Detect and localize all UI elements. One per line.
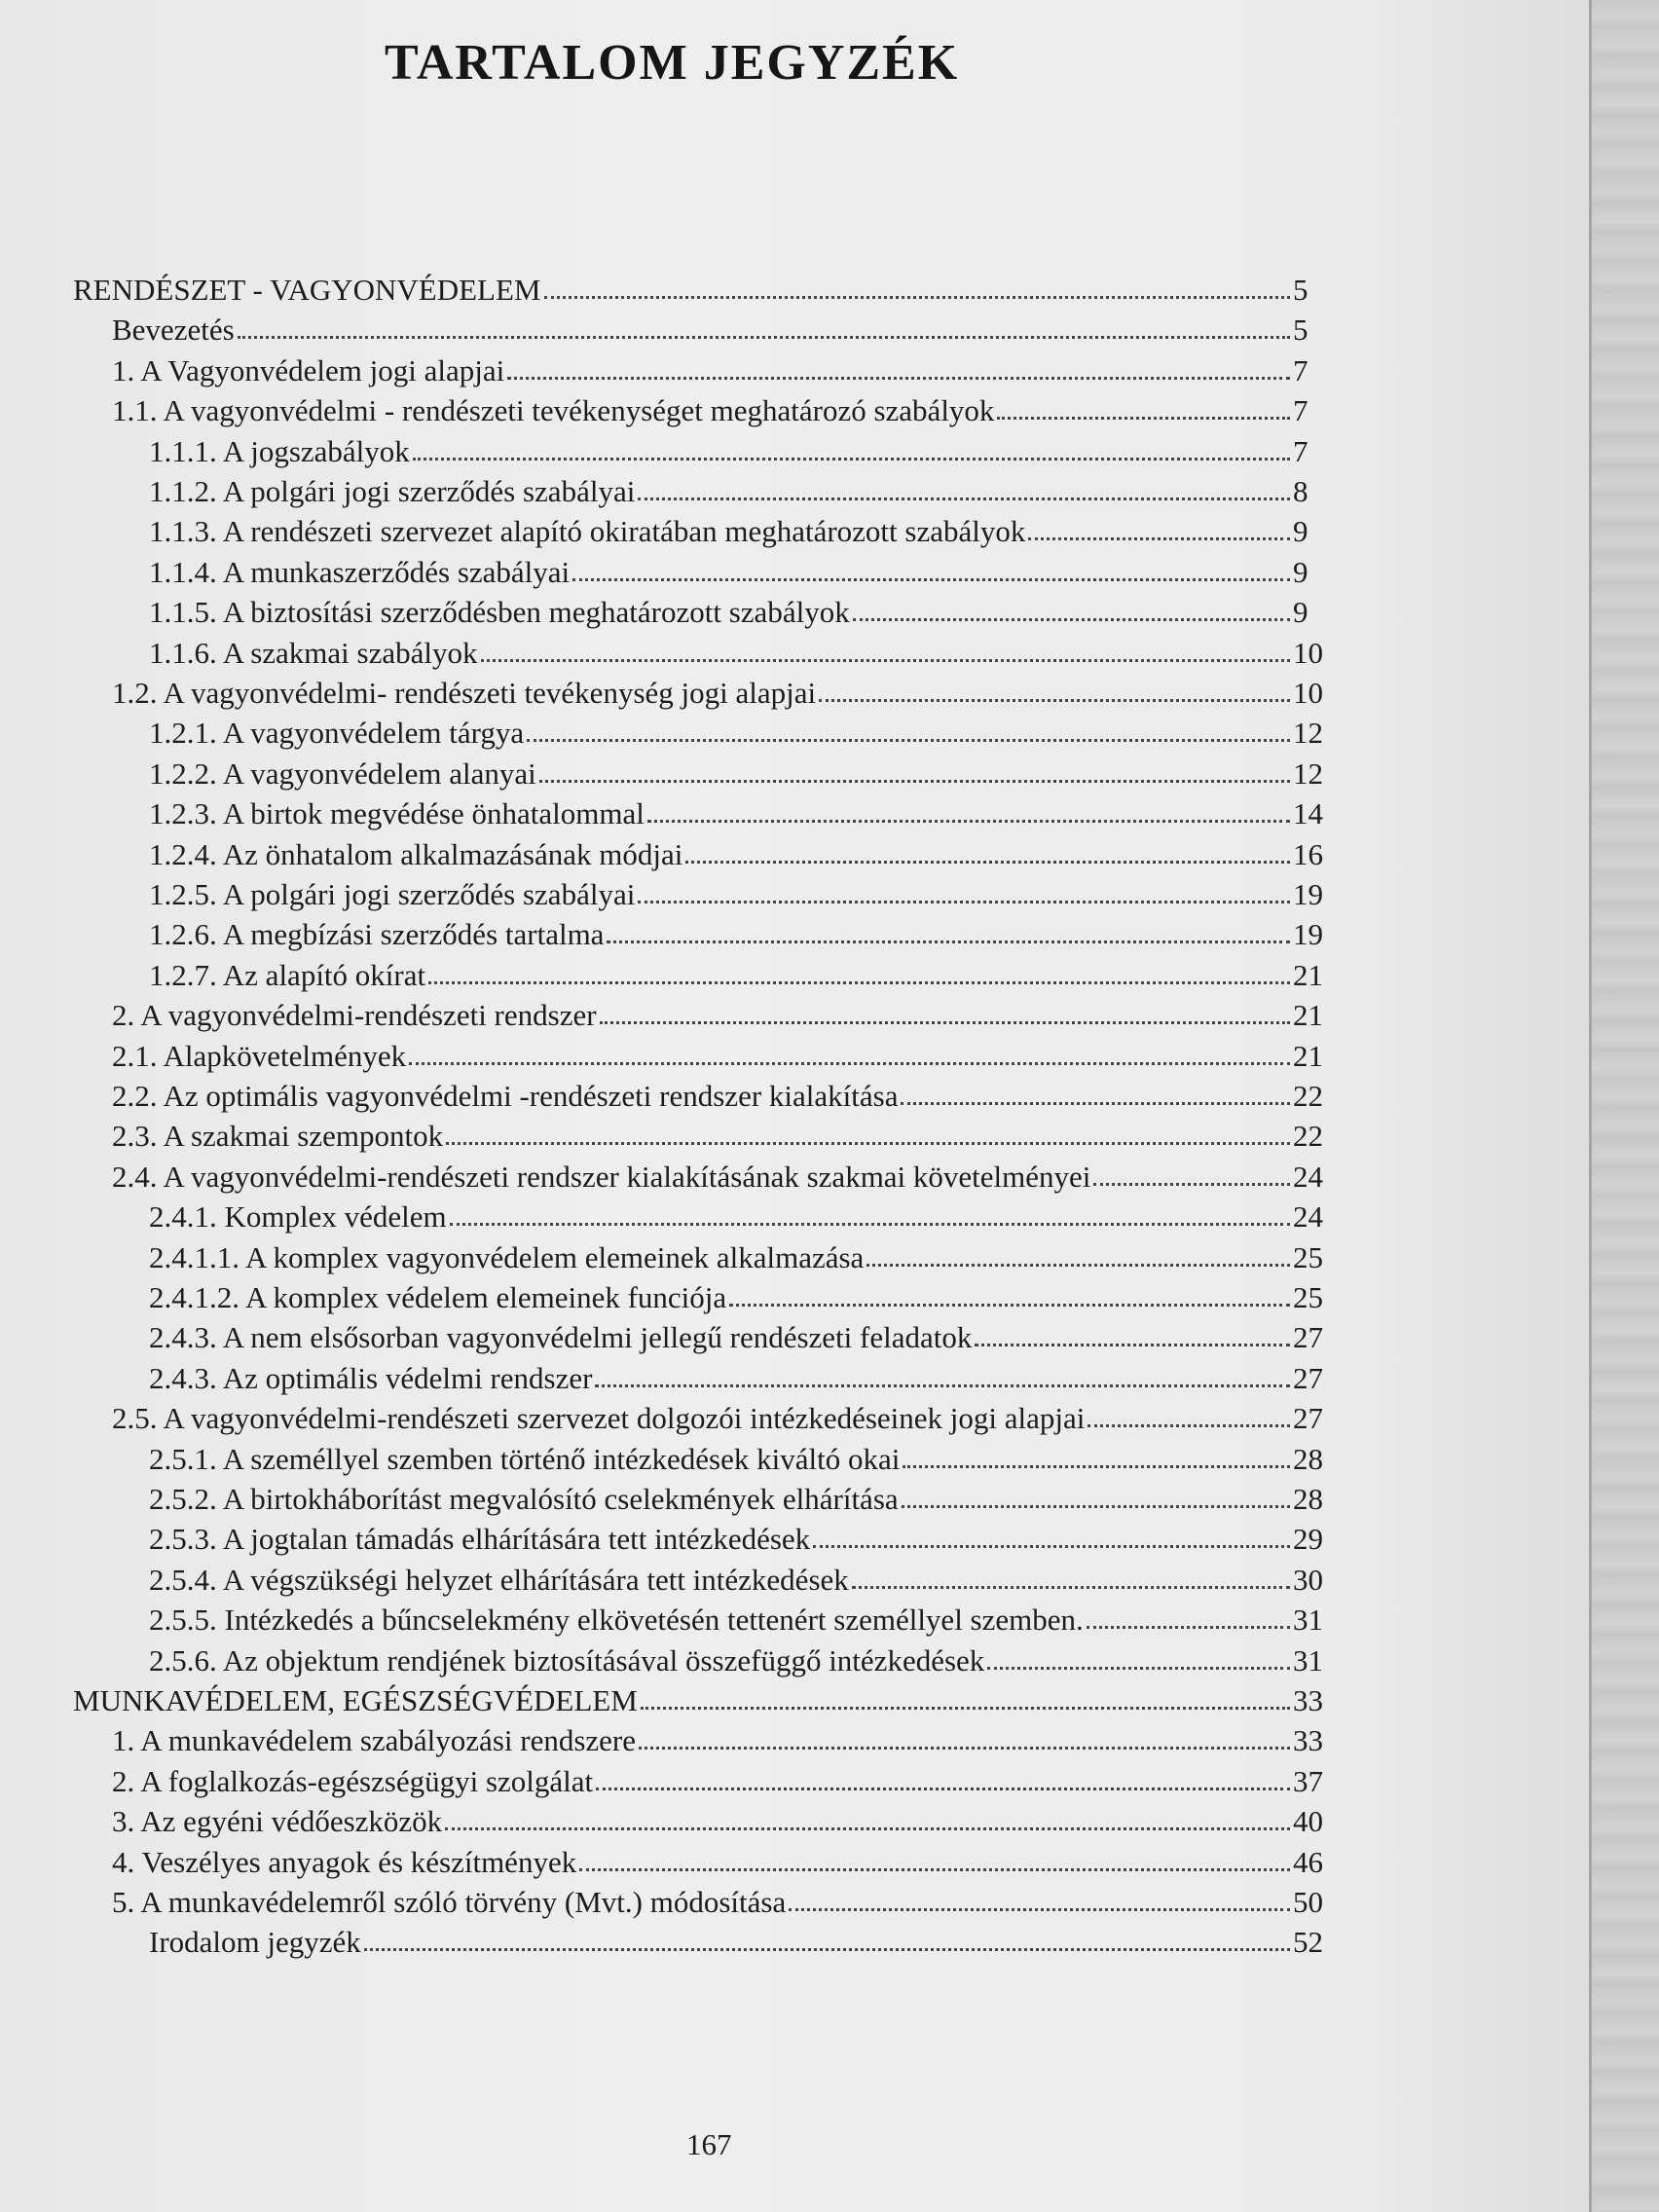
toc-entry-label: 2.4.1.2. A komplex védelem elemeinek funciója — [149, 1280, 727, 1314]
toc-dot-leader — [572, 578, 1290, 581]
toc-entry-page: 25 — [1293, 1280, 1323, 1314]
toc-entry-label: 1.2.2. A vagyonvédelem alanyai — [149, 756, 536, 791]
toc-entry-page: 50 — [1293, 1885, 1323, 1919]
toc-entry-label: MUNKAVÉDELEM, EGÉSZSÉGVÉDELEM — [73, 1683, 638, 1717]
toc-entry-page: 24 — [1293, 1199, 1323, 1235]
toc-entry — [112, 1034, 1334, 1074]
toc-entry — [112, 349, 1334, 388]
toc-entry — [149, 590, 1334, 630]
page-number: 167 — [686, 2127, 732, 2161]
toc-dot-leader — [596, 1788, 1290, 1790]
toc-entry — [149, 1437, 1334, 1477]
toc-dot-leader — [607, 940, 1290, 943]
toc-entry — [112, 1718, 1334, 1758]
toc-entry-page: 5 — [1293, 313, 1309, 348]
toc-dot-leader — [639, 1747, 1290, 1750]
toc-entry-label: 2.2. Az optimális vagyonvédelmi -rendészeti rendszer kialakítása — [112, 1079, 899, 1113]
toc-dot-leader — [903, 1465, 1290, 1468]
toc-entry — [149, 1195, 1334, 1235]
toc-entry-page: 10 — [1293, 676, 1323, 710]
toc-entry-label: 2.1. Alapkövetelmények — [112, 1038, 407, 1073]
toc-entry-label: 2.4. A vagyonvédelmi-rendészeti rendszer kialakításának szakmai követelményei — [112, 1159, 1091, 1194]
toc-entry-page: 8 — [1293, 474, 1309, 508]
toc-entry-label: 1.2.7. Az alapító okírat — [149, 957, 426, 992]
toc-entry — [149, 912, 1334, 952]
toc-dot-leader — [1093, 1183, 1290, 1186]
toc-entry-label: 1.2. A vagyonvédelmi- rendészeti tevékenység jogi alapjai — [112, 676, 817, 710]
toc-entry-label: 2.4.1. Komplex védelem — [149, 1199, 447, 1235]
toc-entry — [149, 631, 1334, 671]
toc-entry-label: 2.5.3. A jogtalan támadás elhárítására tett intézkedések — [149, 1522, 811, 1557]
adjacent-page-edge — [1589, 0, 1659, 2212]
toc-entry — [73, 268, 1334, 308]
toc-dot-leader — [813, 1545, 1290, 1548]
toc-entry-page: 21 — [1293, 998, 1323, 1033]
toc-entry-label: 1. A munkavédelem szabályozási rendszere — [112, 1723, 636, 1758]
toc-entry — [149, 1235, 1334, 1275]
toc-dot-leader — [1087, 1626, 1290, 1629]
toc-entry-label: 2.5.1. A személlyel szemben történő intézkedések kiváltó okai — [149, 1441, 901, 1476]
toc-entry-page: 14 — [1293, 796, 1323, 831]
toc-dot-leader — [595, 1384, 1290, 1387]
toc-entry-label: 3. Az egyéni védőeszközök — [112, 1804, 443, 1839]
toc-dot-leader — [364, 1948, 1290, 1951]
toc-dot-leader — [544, 296, 1291, 299]
toc-entry-label: RENDÉSZET - VAGYONVÉDELEM — [73, 273, 541, 307]
toc-entry — [112, 993, 1334, 1033]
toc-dot-leader — [641, 1707, 1290, 1710]
toc-entry-page: 10 — [1293, 635, 1323, 670]
toc-entry-label: 1.1.6. A szakmai szabályok — [149, 635, 478, 670]
toc-entry-label: Bevezetés — [112, 313, 235, 348]
toc-entry — [149, 792, 1334, 831]
toc-entry-page: 37 — [1293, 1763, 1323, 1798]
toc-dot-leader — [729, 1304, 1290, 1307]
toc-entry-label: 1.1.1. A jogszabályok — [149, 433, 410, 468]
toc-dot-leader — [902, 1505, 1290, 1508]
toc-entry — [149, 1356, 1334, 1396]
toc-dot-leader — [819, 699, 1290, 702]
toc-entry-label: 2.5.6. Az objektum rendjének biztosításával összefüggő intézkedések — [149, 1642, 985, 1677]
toc-entry-page: 31 — [1293, 1642, 1323, 1677]
toc-entry-page: 7 — [1293, 433, 1309, 468]
toc-entry-label: 1.2.1. A vagyonvédelem tárgya — [149, 716, 525, 751]
toc-entry-page: 28 — [1293, 1441, 1323, 1476]
toc-entry — [149, 832, 1334, 872]
toc-dot-leader — [789, 1908, 1290, 1911]
toc-dot-leader — [527, 739, 1290, 742]
toc-entry-label: 1.1.5. A biztosítási szerződésben meghatározott szabályok — [149, 595, 850, 630]
toc-entry — [149, 509, 1334, 549]
toc-entry-label: 1.1. A vagyonvédelmi - rendészeti tevékenységet meghatározó szabályok — [112, 393, 995, 428]
toc-entry-label: 1.2.5. A polgári jogi szerződés szabályai — [149, 877, 636, 911]
toc-entry-page: 19 — [1293, 917, 1323, 952]
toc-dot-leader — [413, 458, 1290, 461]
toc-entry-label: 2.5.4. A végszükségi helyzet elhárítására tett intézkedések — [149, 1562, 849, 1597]
toc-entry-label: 2.4.3. A nem elsősorban vagyonvédelmi jellegű rendészeti feladatok — [149, 1320, 973, 1355]
toc-entry — [149, 550, 1334, 590]
toc-entry-label: 1.2.6. A megbízási szerződés tartalma — [149, 917, 605, 952]
toc-entry — [149, 469, 1334, 509]
toc-dot-leader — [1028, 537, 1290, 540]
toc-entry-label: 1.2.4. Az önhatalom alkalmazásának módjai — [149, 836, 683, 871]
toc-dot-leader — [600, 1021, 1290, 1024]
toc-entry — [149, 711, 1334, 751]
toc-dot-leader — [428, 981, 1290, 984]
toc-entry — [112, 388, 1334, 428]
toc-entry-page: 5 — [1293, 273, 1309, 307]
toc-entry-page: 22 — [1293, 1119, 1323, 1154]
toc-dot-leader — [647, 820, 1290, 823]
page-title: TARTALOM JEGYZÉK — [385, 35, 960, 91]
toc-entry-page: 40 — [1293, 1804, 1323, 1839]
toc-entry-page: 24 — [1293, 1159, 1323, 1194]
toc-entry — [149, 1639, 1334, 1678]
toc-entry-label: 2. A foglalkozás-egészségügyi szolgálat — [112, 1763, 594, 1798]
toc-dot-leader — [866, 1264, 1290, 1267]
toc-entry-page: 29 — [1293, 1522, 1323, 1557]
toc-entry-page: 7 — [1293, 393, 1309, 428]
toc-entry-page: 9 — [1293, 514, 1309, 549]
toc-entry-page: 27 — [1293, 1320, 1323, 1355]
toc-entry — [149, 752, 1334, 792]
toc-dot-leader — [409, 1062, 1290, 1065]
toc-entry-label: 2.5. A vagyonvédelmi-rendészeti szervezet dolgozói intézkedéseinek jogi alapjai — [112, 1401, 1086, 1436]
toc-entry-page: 7 — [1293, 352, 1309, 387]
toc-entry-label: 1.1.3. A rendészeti szervezet alapító okiratában meghatározott szabályok — [149, 514, 1026, 549]
toc-entry — [149, 1315, 1334, 1355]
toc-entry-label: 1.1.2. A polgári jogi szerződés szabályai — [149, 474, 636, 508]
toc-entry — [112, 671, 1334, 711]
toc-entry-label: 4. Veszélyes anyagok és készítmények — [112, 1844, 577, 1879]
toc-entry — [149, 429, 1334, 469]
toc-entry-page: 21 — [1293, 957, 1323, 992]
toc-dot-leader — [1088, 1424, 1290, 1427]
toc-entry-label: 1.1.4. A munkaszerződés szabályai — [149, 554, 571, 589]
toc-entry — [149, 1598, 1334, 1638]
toc-entry — [149, 1275, 1334, 1315]
toc-entry-label: 1.2.3. A birtok megvédése önhatalommal — [149, 796, 645, 831]
toc-entry — [149, 1920, 1334, 1960]
toc-dot-leader — [481, 659, 1291, 662]
toc-entry — [149, 872, 1334, 912]
toc-entry-page: 9 — [1293, 595, 1309, 630]
toc-entry — [112, 1799, 1334, 1839]
toc-entry — [112, 1114, 1334, 1154]
toc-dot-leader — [507, 377, 1290, 380]
toc-entry-page: 9 — [1293, 554, 1309, 589]
toc-entry-page: 31 — [1293, 1603, 1323, 1638]
toc-entry-page: 46 — [1293, 1844, 1323, 1879]
toc-entry-page: 12 — [1293, 716, 1323, 751]
toc-entry — [149, 1558, 1334, 1598]
toc-entry-label: 2.5.2. A birtokháborítást megvalósító cselekmények elhárítása — [149, 1482, 899, 1516]
toc-entry-label: 2.5.5. Intézkedés a bűncselekmény elkövetésén tettenért személlyel szemben. — [149, 1603, 1084, 1638]
toc-entry-page: 33 — [1293, 1723, 1323, 1758]
toc-entry-label: 2. A vagyonvédelmi-rendészeti rendszer — [112, 998, 597, 1033]
toc-dot-leader — [997, 417, 1290, 420]
toc-dot-leader — [539, 780, 1290, 783]
toc-entry — [112, 1759, 1334, 1799]
toc-dot-leader — [579, 1868, 1290, 1871]
toc-dot-leader — [445, 1827, 1290, 1830]
toc-entry-label: 5. A munkavédelemről szóló törvény (Mvt.) módosítása — [112, 1885, 787, 1919]
toc-entry — [149, 1517, 1334, 1557]
toc-dot-leader — [852, 1586, 1290, 1589]
toc-entry-page: 12 — [1293, 756, 1323, 791]
toc-dot-leader — [446, 1142, 1290, 1145]
toc-dot-leader — [450, 1223, 1290, 1226]
toc-entry-page: 33 — [1293, 1683, 1323, 1717]
toc-entry-page: 52 — [1293, 1925, 1323, 1960]
toc-dot-leader — [853, 618, 1290, 621]
toc-entry-page: 16 — [1293, 836, 1323, 871]
toc-entry — [112, 1074, 1334, 1114]
toc-dot-leader — [638, 498, 1290, 500]
toc-entry — [112, 1396, 1334, 1436]
toc-entry-page: 30 — [1293, 1562, 1323, 1597]
toc-entry — [112, 1840, 1334, 1880]
toc-entry-label: 1. A Vagyonvédelem jogi alapjai — [112, 352, 505, 387]
toc-entry-page: 22 — [1293, 1079, 1323, 1113]
toc-entry-page: 28 — [1293, 1482, 1323, 1516]
toc-dot-leader — [238, 336, 1290, 339]
toc-entry-page: 27 — [1293, 1360, 1323, 1395]
toc-entry — [112, 308, 1334, 348]
toc-dot-leader — [987, 1667, 1290, 1670]
toc-entry-label: 2.3. A szakmai szempontok — [112, 1119, 444, 1154]
toc-entry-label: 2.4.3. Az optimális védelmi rendszer — [149, 1360, 593, 1395]
toc-entry — [112, 1155, 1334, 1195]
toc-entry-page: 25 — [1293, 1239, 1323, 1274]
toc-dot-leader — [685, 861, 1290, 864]
toc-entry-page: 21 — [1293, 1038, 1323, 1073]
toc-dot-leader — [975, 1344, 1290, 1346]
toc-entry — [149, 1477, 1334, 1517]
toc-entry-label: 2.4.1.1. A komplex vagyonvédelem elemeinek alkalmazása — [149, 1239, 865, 1274]
toc-entry — [73, 1678, 1334, 1718]
toc-entry-page: 19 — [1293, 877, 1323, 911]
toc-entry — [112, 1880, 1334, 1920]
toc-dot-leader — [901, 1102, 1290, 1105]
toc-entry — [149, 953, 1334, 993]
toc-entry-page: 27 — [1293, 1401, 1323, 1436]
toc-dot-leader — [638, 901, 1290, 903]
table-of-contents — [0, 268, 1659, 1991]
toc-entry-label: Irodalom jegyzék — [149, 1925, 361, 1960]
